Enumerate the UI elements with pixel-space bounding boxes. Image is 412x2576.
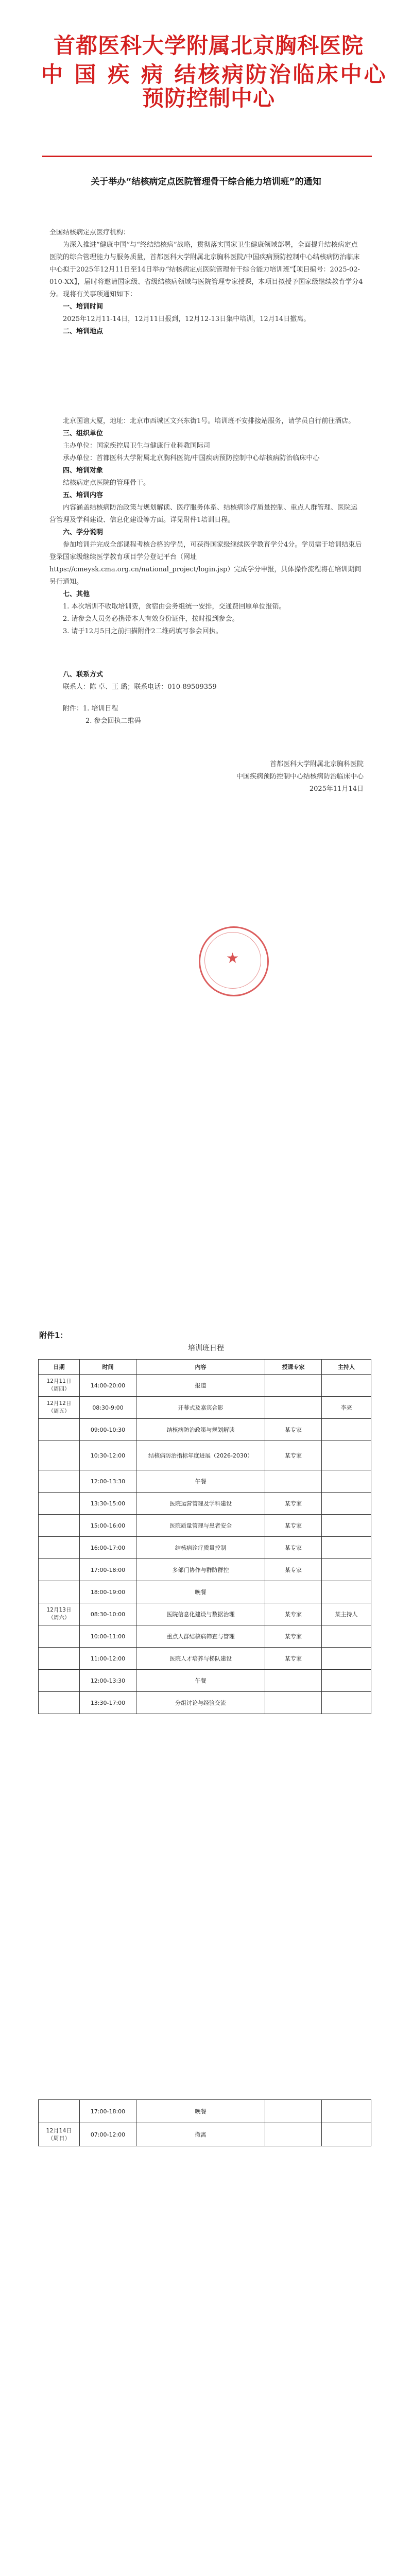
cell-content: 开幕式及嘉宾合影 (136, 1397, 265, 1419)
cell-content: 医院人才培养与梯队建设 (136, 1648, 265, 1670)
section-heading: 三、组织单位 (63, 430, 104, 437)
contact-info: 联系人：陈 卓、王 璐；联系电话：010-89509359 (63, 683, 217, 691)
cell-date: 12月11日 （周四） (39, 1375, 80, 1397)
cell-time: 11:00-12:00 (80, 1648, 136, 1670)
cell-time: 08:30-10:00 (80, 1603, 136, 1625)
cell-time: 14:00-20:00 (80, 1375, 136, 1397)
cell-host (322, 1581, 371, 1603)
cell-speaker: 某专家 (265, 1441, 322, 1470)
section-heading: 二、培训地点 (63, 328, 104, 335)
cell-speaker (265, 1470, 322, 1493)
cell-date (39, 1692, 80, 1714)
schedule-table (38, 1359, 371, 1714)
other-item: 3. 请于12月5日之前扫描附件2二维码填写参会回执。 (63, 628, 222, 635)
table-row (39, 1670, 371, 1692)
signer: 首都医科大学附属北京胸科医院 (269, 760, 364, 768)
other-item: 1. 本次培训不收取培训费，食宿由会务组统一安排，交通费回原单位报销。 (63, 603, 286, 611)
cell-speaker: 某专家 (265, 1515, 322, 1537)
table-row (39, 1559, 371, 1581)
letterhead-divider (42, 156, 372, 157)
table-row (39, 1648, 371, 1670)
table-row (39, 1625, 371, 1648)
section-text: 2025年12月11-14日，12月11日报到，12月12-13日集中培训，12月14日撤离。 (63, 315, 311, 323)
cell-host: 李亮 (322, 1397, 371, 1419)
column-header: 内容 (136, 1360, 265, 1375)
letterhead-line1: 首都医科大学附属北京胸科医院 (53, 33, 364, 58)
cell-content: 报道 (136, 1375, 265, 1397)
intro-paragraph: 为深入推进“健康中国”与“终结结核病”战略，贯彻落实国家卫生健康领域部署，全面提升结核病定点医院的综合管理能力与服务质量，首都医科大学附属北京胸科医院/中国疾病预防控制中心结核病防治临床中心拟于2025年12月11日至14日举办“结核病定点医院管理骨干综合能力培训班”【项目编号：2025-02-010-XX】，届时将邀请国家级、省级结核病领域与医院管理专家授课，本项目拟授予国家级继续教育学分4分。现将有关事项通知如下： (49, 241, 363, 298)
cell-host (322, 1470, 371, 1493)
attachment-list: 附件：1. 培训日程 (63, 705, 118, 713)
cell-content: 结核病防治指标年度进展（2026-2030） (136, 1441, 265, 1470)
cell-speaker (265, 2123, 322, 2146)
cell-content: 晚餐 (136, 2100, 265, 2123)
signer: 中国疾病预防控制中心结核病防治临床中心 (236, 773, 364, 781)
section-heading: 五、培训内容 (63, 492, 104, 499)
cell-speaker: 某专家 (265, 1537, 322, 1559)
salutation: 全国结核病定点医疗机构： (49, 229, 130, 236)
notice-page (0, 0, 412, 1133)
column-header: 时间 (80, 1360, 136, 1375)
cell-speaker (265, 1581, 322, 1603)
table-row (39, 2100, 371, 2123)
table-row (39, 1441, 371, 1470)
schedule-page (0, 1329, 412, 1947)
cell-speaker: 某专家 (265, 1648, 322, 1670)
cell-content: 分组讨论与经验交流 (136, 1692, 265, 1714)
column-header: 主持人 (322, 1360, 371, 1375)
cell-host (322, 1493, 371, 1515)
table-row (39, 1375, 371, 1397)
cell-speaker: 某专家 (265, 1493, 322, 1515)
cell-date (39, 1625, 80, 1648)
table-row (39, 1397, 371, 1419)
cell-host (322, 1625, 371, 1648)
cell-date (39, 1559, 80, 1581)
table-row (39, 1515, 371, 1537)
section-heading: 七、其他 (63, 590, 90, 598)
table-row (39, 1537, 371, 1559)
cell-host (322, 2123, 371, 2146)
schedule-table-continued (38, 2099, 371, 2146)
table-row (39, 1603, 371, 1625)
section-text: 参加培训并完成全部课程考核合格的学员，可获得国家级继续医学教育学分4分。学员需于培训结束后登录国家级继续医学教育项目学分登记平台（网址 https://cmeysk.cma.org.cn/national_project/login.jsp）完成学分申报，具体操作流程将在培训期间另行通知。 (49, 541, 362, 586)
notice-body (49, 227, 364, 795)
cell-date (39, 2100, 80, 2123)
notice-title: 关于举办“结核病定点医院管理骨干综合能力培训班”的通知 (91, 177, 321, 187)
cell-time: 09:00-10:30 (80, 1419, 136, 1441)
cell-speaker: 某专家 (265, 1559, 322, 1581)
cell-host: 某主持人 (322, 1603, 371, 1625)
section-text: 结核病定点医院的管理骨干。 (63, 479, 150, 487)
table-row (39, 1419, 371, 1441)
host-unit: 主办单位：国家疾控局卫生与健康行业科教国际司 (63, 442, 211, 450)
other-item: 2. 请参会人员务必携带本人有效身份证件，按时报到参会。 (63, 615, 239, 623)
schedule-title: 培训班日程 (188, 1344, 224, 1352)
cell-host (322, 1419, 371, 1441)
cell-host (322, 1670, 371, 1692)
cell-content: 医院运营管理及学科建设 (136, 1493, 265, 1515)
cell-content: 午餐 (136, 1670, 265, 1692)
cell-host (322, 1375, 371, 1397)
cell-host (322, 1559, 371, 1581)
cell-time: 17:00-18:00 (80, 1559, 136, 1581)
cell-content: 医院信息化建设与数据治理 (136, 1603, 265, 1625)
official-seal-icon: ★ (199, 926, 269, 996)
cell-time: 17:00-18:00 (80, 2100, 136, 2123)
cell-time: 10:00-11:00 (80, 1625, 136, 1648)
cell-content: 重点人群结核病筛查与管理 (136, 1625, 265, 1648)
cell-date: 12月14日 （周日） (39, 2123, 80, 2146)
cell-date: 12月12日 （周五） (39, 1397, 80, 1419)
section-heading: 四、培训对象 (63, 467, 104, 474)
cell-content: 晚餐 (136, 1581, 265, 1603)
cell-content: 结核病诊疗质量控制 (136, 1537, 265, 1559)
schedule-page-continued (0, 2099, 412, 2202)
cell-speaker: 某专家 (265, 1603, 322, 1625)
cell-date (39, 1648, 80, 1670)
cell-time: 13:30-15:00 (80, 1493, 136, 1515)
section-heading: 六、学分说明 (63, 529, 104, 536)
section-heading: 八、联系方式 (63, 671, 104, 679)
cell-content: 撤离 (136, 2123, 265, 2146)
section-text: 内容涵盖结核病防治政策与规划解读、医疗服务体系、结核病诊疗质量控制、重点人群管理、医院运营管理及学科建设、信息化建设等方面。详见附件1培训日程。 (49, 504, 358, 524)
cell-speaker (265, 1670, 322, 1692)
cell-speaker: 某专家 (265, 1625, 322, 1648)
table-row (39, 1581, 371, 1603)
section-text: 北京国谊大厦，地址：北京市西城区文兴东街1号。培训班不安排接站服务，请学员自行前往酒店。 (63, 417, 355, 425)
cell-time: 10:30-12:00 (80, 1441, 136, 1470)
cell-time: 08:30-9:00 (80, 1397, 136, 1419)
cell-date (39, 1670, 80, 1692)
cell-date (39, 1470, 80, 1493)
cell-host (322, 1648, 371, 1670)
cell-content: 结核病防治政策与规划解读 (136, 1419, 265, 1441)
cell-host (322, 1692, 371, 1714)
cell-host (322, 1537, 371, 1559)
notice-date: 2025年11月14日 (309, 785, 364, 793)
cell-time: 13:30-17:00 (80, 1692, 136, 1714)
cell-date (39, 1441, 80, 1470)
cell-time: 12:00-13:30 (80, 1470, 136, 1493)
table-header-row (39, 1360, 371, 1375)
letterhead-line3: 预防控制中心 (142, 86, 275, 111)
cell-time: 15:00-16:00 (80, 1515, 136, 1537)
cell-speaker (265, 2100, 322, 2123)
cell-speaker (265, 1375, 322, 1397)
column-header: 授课专家 (265, 1360, 322, 1375)
table-row (39, 1470, 371, 1493)
cell-host (322, 1441, 371, 1470)
table-row (39, 1493, 371, 1515)
cell-date (39, 1515, 80, 1537)
attachment-list-item: 2. 参会回执二维码 (85, 717, 141, 725)
cell-time: 07:00-12:00 (80, 2123, 136, 2146)
letterhead (41, 29, 388, 111)
cell-content: 医院质量管理与患者安全 (136, 1515, 265, 1537)
organizer-unit: 承办单位：首都医科大学附属北京胸科医院/中国疾病预防控制中心结核病防治临床中心 (63, 454, 320, 462)
cell-host (322, 1515, 371, 1537)
cell-time: 12:00-13:30 (80, 1670, 136, 1692)
cell-date (39, 1581, 80, 1603)
cell-speaker (265, 1692, 322, 1714)
cell-date (39, 1419, 80, 1441)
cell-content: 午餐 (136, 1470, 265, 1493)
cell-host (322, 2100, 371, 2123)
table-row (39, 1692, 371, 1714)
section-heading: 一、培训时间 (63, 303, 104, 311)
cell-time: 18:00-19:00 (80, 1581, 136, 1603)
cell-content: 多部门协作与群防群控 (136, 1559, 265, 1581)
letterhead-line2: 中 国 疾 病 结核病防治临床中心 (41, 62, 388, 87)
cell-date (39, 1537, 80, 1559)
cell-date (39, 1493, 80, 1515)
cell-time: 16:00-17:00 (80, 1537, 136, 1559)
attachment-label: 附件1： (39, 1331, 68, 1340)
column-header: 日期 (39, 1360, 80, 1375)
cell-date: 12月13日 （周六） (39, 1603, 80, 1625)
cell-speaker (265, 1397, 322, 1419)
cell-speaker: 某专家 (265, 1419, 322, 1441)
table-row (39, 2123, 371, 2146)
